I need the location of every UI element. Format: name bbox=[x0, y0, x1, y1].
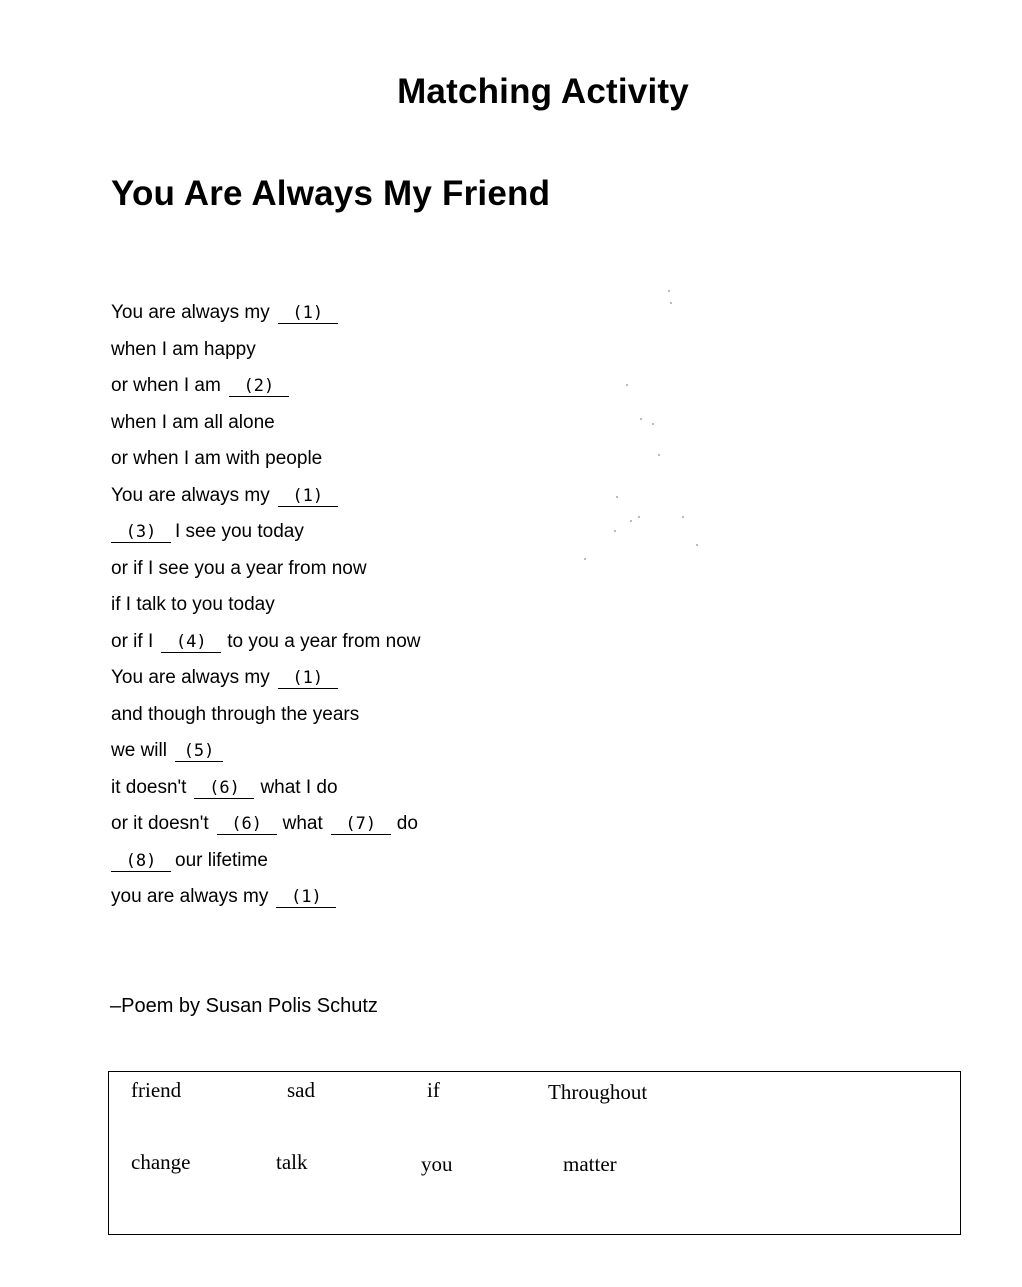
poem-line bbox=[111, 811, 421, 848]
poem-body bbox=[111, 300, 421, 921]
poem-line bbox=[111, 519, 421, 556]
poem-line bbox=[111, 410, 421, 447]
poem-text: or if I bbox=[111, 630, 154, 652]
poem-attribution: –Poem by Susan Polis Schutz bbox=[110, 995, 378, 1017]
fill-in-blank: (1) bbox=[278, 303, 338, 324]
fill-in-blank: (1) bbox=[278, 486, 338, 507]
fill-in-blank: (6) bbox=[217, 814, 277, 835]
poem-text: do bbox=[396, 813, 418, 834]
poem-line bbox=[111, 556, 421, 593]
poem-line bbox=[111, 629, 421, 666]
fill-in-blank: (4) bbox=[161, 632, 221, 653]
poem-text: if I talk to you today bbox=[111, 594, 275, 615]
poem-text: or it doesn't bbox=[111, 813, 209, 834]
fill-in-blank: (3) bbox=[111, 522, 171, 543]
poem-text: when I am happy bbox=[111, 338, 256, 360]
fill-in-blank: (7) bbox=[331, 814, 391, 835]
word-bank-item: talk bbox=[276, 1150, 308, 1174]
page-heading: Matching Activity bbox=[397, 72, 689, 111]
poem-text: You are always my bbox=[111, 484, 270, 506]
word-bank-item: sad bbox=[287, 1078, 315, 1102]
poem-line bbox=[111, 337, 421, 374]
poem-text: you are always my bbox=[111, 886, 269, 907]
poem-text: we will bbox=[111, 740, 167, 761]
poem-line bbox=[111, 665, 421, 702]
fill-in-blank: (6) bbox=[194, 778, 254, 799]
poem-text: I see you today bbox=[175, 521, 304, 542]
poem-text: when I am all alone bbox=[111, 411, 275, 433]
poem-line bbox=[111, 702, 421, 739]
poem-line bbox=[111, 446, 421, 483]
poem-text: or when I am bbox=[111, 375, 221, 396]
word-bank-box bbox=[108, 1071, 961, 1235]
fill-in-blank: (2) bbox=[229, 376, 289, 397]
poem-text: or when I am with people bbox=[111, 448, 323, 469]
poem-text: You are always my bbox=[111, 667, 270, 688]
poem-line bbox=[111, 592, 421, 629]
poem-line bbox=[111, 300, 421, 337]
word-bank-item: Throughout bbox=[548, 1080, 648, 1104]
fill-in-blank: (5) bbox=[175, 741, 223, 762]
poem-title: You Are Always My Friend bbox=[111, 174, 551, 213]
poem-text: to you a year from now bbox=[227, 630, 421, 652]
poem-line bbox=[111, 884, 421, 921]
poem-line bbox=[111, 775, 421, 812]
poem-text: our lifetime bbox=[175, 849, 268, 871]
fill-in-blank: (1) bbox=[278, 668, 338, 689]
poem-line bbox=[111, 738, 421, 775]
poem-line bbox=[111, 373, 421, 410]
poem-text: it doesn't bbox=[111, 776, 187, 798]
word-bank-item: change bbox=[131, 1150, 191, 1174]
fill-in-blank: (1) bbox=[276, 887, 336, 908]
poem-line bbox=[111, 848, 421, 885]
poem-text: what I do bbox=[260, 776, 338, 798]
poem-text: and though through the years bbox=[111, 703, 360, 725]
poem-text: You are always my bbox=[111, 302, 270, 323]
word-bank-item: friend bbox=[131, 1078, 182, 1102]
poem-text: what bbox=[282, 813, 323, 834]
word-bank-item: you bbox=[421, 1152, 453, 1176]
poem-text: or if I see you a year from now bbox=[111, 557, 367, 579]
fill-in-blank: (8) bbox=[111, 851, 171, 872]
word-bank-item: if bbox=[427, 1078, 440, 1102]
poem-line bbox=[111, 483, 421, 520]
word-bank-item: matter bbox=[563, 1152, 617, 1176]
